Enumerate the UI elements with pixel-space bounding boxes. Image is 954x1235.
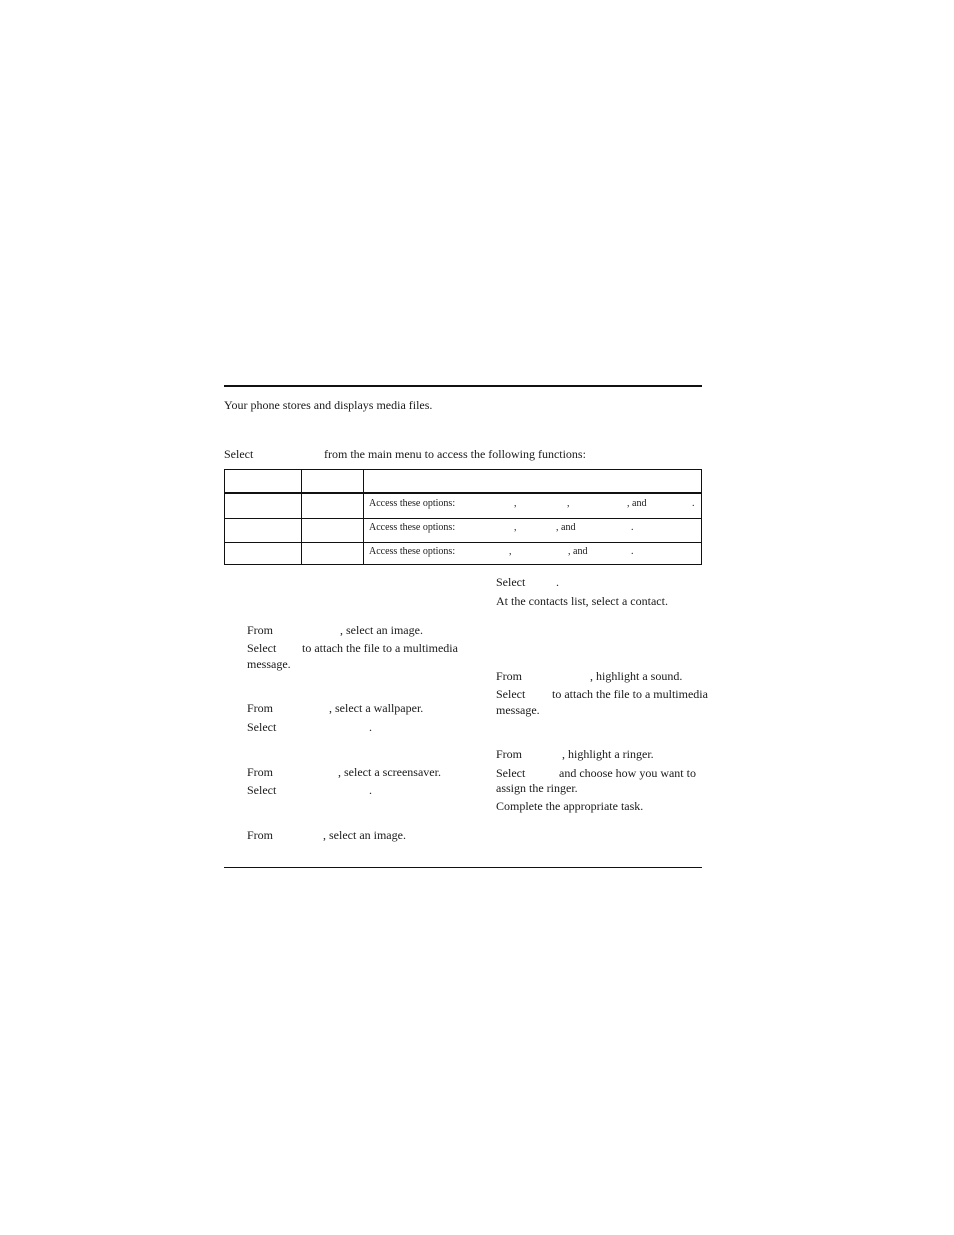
table-col-divider	[301, 470, 302, 564]
left-step-select-label: Select	[247, 783, 277, 797]
right-step-from-label: From	[496, 669, 523, 683]
functions-table	[224, 469, 702, 565]
table-row-3-sep: , and	[568, 546, 588, 557]
table-row-divider	[225, 542, 701, 543]
left-step-text: , select a screensaver.	[338, 765, 441, 779]
left-step-from-label: From	[247, 701, 274, 715]
table-row-1-sep: .	[692, 498, 695, 509]
right-step-text: , highlight a sound.	[590, 669, 683, 683]
left-step-text: , select an image.	[340, 623, 423, 637]
right-step-select-label: Select	[496, 687, 526, 701]
table-col-divider	[363, 470, 364, 564]
right-step-text: and choose how you want to	[559, 766, 696, 780]
right-step-text-continued: message.	[496, 703, 540, 717]
right-step-text: .	[556, 575, 559, 589]
table-row-2-sep: ,	[514, 522, 517, 533]
table-row-1-prefix: Access these options:	[369, 498, 456, 509]
intro-select-description: from the main menu to access the following functions:	[324, 447, 586, 461]
left-step-select-label: Select	[247, 641, 277, 655]
right-step-text: to attach the file to a multimedia	[552, 687, 708, 701]
right-step-from-label: From	[496, 747, 523, 761]
table-row-1-sep: ,	[567, 498, 570, 509]
intro-select-label: Select	[224, 447, 254, 461]
left-step-text: to attach the file to a multimedia	[302, 641, 458, 655]
table-row-3-sep: .	[631, 546, 634, 557]
table-row-3-prefix: Access these options:	[369, 546, 456, 557]
left-step-select-label: Select	[247, 720, 277, 734]
left-step-text: , select an image.	[323, 828, 406, 842]
right-step-text: At the contacts list, select a contact.	[496, 594, 668, 608]
right-step-text: , highlight a ringer.	[562, 747, 654, 761]
table-row-2-prefix: Access these options:	[369, 522, 456, 533]
header-rule	[224, 385, 702, 387]
right-step-select-label: Select	[496, 766, 526, 780]
left-step-text-continued: message.	[247, 657, 291, 671]
table-row-divider	[225, 518, 701, 519]
left-step-text: .	[369, 783, 372, 797]
table-row-1-sep: ,	[514, 498, 517, 509]
left-step-from-label: From	[247, 623, 274, 637]
left-step-from-label: From	[247, 765, 274, 779]
right-step-select-label: Select	[496, 575, 526, 589]
left-step-from-label: From	[247, 828, 274, 842]
left-step-text: .	[369, 720, 372, 734]
footer-rule	[224, 867, 702, 868]
table-header-rule	[225, 492, 701, 494]
intro-text: Your phone stores and displays media files.	[224, 398, 433, 412]
left-step-text: , select a wallpaper.	[329, 701, 424, 715]
right-step-text-continued: assign the ringer.	[496, 781, 578, 795]
table-row-1-sep: , and	[627, 498, 647, 509]
right-step-text: Complete the appropriate task.	[496, 799, 644, 813]
table-row-2-sep: , and	[556, 522, 576, 533]
table-row-3-sep: ,	[509, 546, 512, 557]
table-row-2-sep: .	[631, 522, 634, 533]
